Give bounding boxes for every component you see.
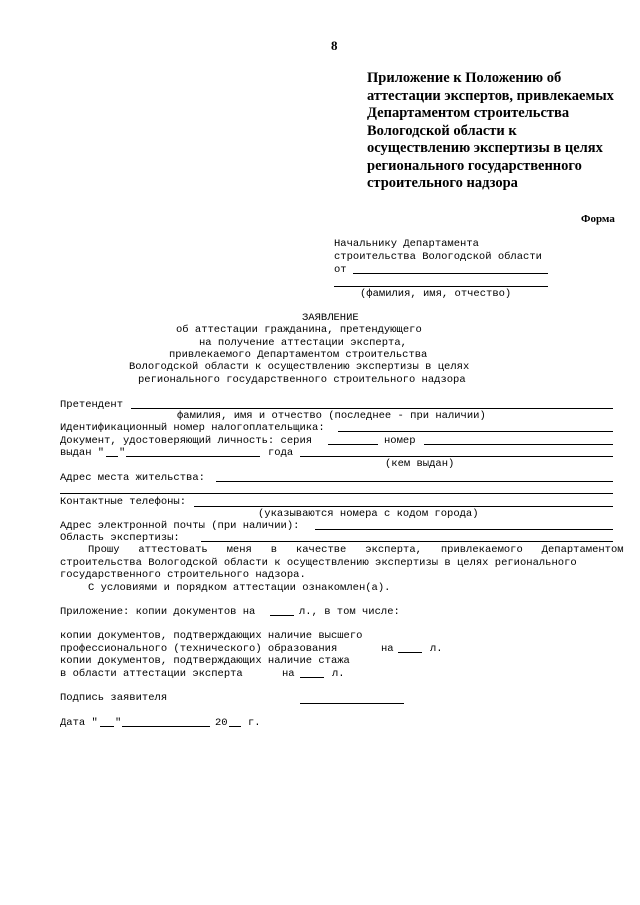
inn-label: Идентификационный номер налогоплательщика: [60, 422, 325, 434]
copies1-na: на [381, 643, 394, 655]
expertise-field[interactable] [201, 541, 613, 542]
expertise-label: Область экспертизы: [60, 532, 180, 544]
copies1-pages-field[interactable] [398, 652, 422, 653]
doc-number-label: номер [384, 435, 416, 447]
doc-series-label: Документ, удостоверяющий личность: серия [60, 435, 313, 447]
issued-label: выдан " [60, 447, 105, 459]
date-year-prefix: 20 [215, 717, 228, 729]
phones-label: Контактные телефоны: [60, 496, 187, 508]
addressee-from: от [334, 264, 347, 276]
addressee-fio-field[interactable] [334, 286, 548, 287]
doc-series-field[interactable] [328, 444, 378, 445]
appendix-line: строительного надзора [367, 175, 518, 191]
appendix-line: Департаментом строительства [367, 105, 570, 121]
appendix-line: Вологодской области к [367, 122, 517, 139]
signature-field[interactable] [300, 703, 404, 704]
email-field[interactable] [315, 529, 613, 530]
date-day-field[interactable] [100, 726, 114, 727]
statement-title-line: Вологодской области к осуществлению экспертизы в целях [129, 361, 470, 373]
copies2-l: л. [332, 668, 345, 680]
issued-quote: " [119, 447, 126, 459]
phones-field[interactable] [194, 506, 613, 507]
residence-label: Адрес места жительства: [60, 472, 205, 484]
statement-title-line: об аттестации гражданина, претендующего [176, 324, 422, 336]
addressee-line1: Начальнику Департамента [334, 238, 479, 250]
doc-number-field[interactable] [424, 444, 613, 445]
addressee-fio-hint: (фамилия, имя, отчество) [360, 288, 512, 300]
request-line: Прошу аттестовать меня в качестве эксперта, привлекаемого Департаментом [88, 544, 624, 556]
appendix-line: регионального государственного [367, 157, 582, 174]
page-number: 8 [331, 38, 338, 53]
attachment-suffix: л., в том числе: [299, 606, 400, 618]
request-line: государственного строительного надзора. [60, 569, 306, 581]
addressee-from-field[interactable] [353, 273, 548, 274]
appendix-block [367, 70, 614, 193]
request-line: строительства Вологодской области к осуществлению экспертизы в целях регионального [60, 557, 577, 569]
appendix-line: Приложение к Положению об [367, 70, 562, 86]
applicant-field[interactable] [131, 408, 613, 409]
issued-month-field[interactable] [126, 456, 260, 457]
issued-by-hint: (кем выдан) [385, 458, 455, 470]
issued-year-label: года [268, 447, 294, 459]
copies1-l: л. [430, 643, 443, 655]
applicant-hint: фамилия, имя и отчество (последнее - при наличии) [177, 410, 486, 422]
residence-field-2[interactable] [60, 493, 613, 494]
copies2-pages-field[interactable] [300, 677, 324, 678]
signature-label: Подпись заявителя [60, 692, 168, 704]
date-month-field[interactable] [122, 726, 210, 727]
acknowledged-text: С условиями и порядком аттестации ознакомлен(а). [88, 582, 391, 594]
residence-field-1[interactable] [216, 481, 613, 482]
date-quote: " [115, 717, 122, 729]
form-label: Форма [581, 213, 615, 225]
statement-title-line: на получение аттестации эксперта, [199, 337, 407, 349]
addressee-line2: строительства Вологодской области [334, 251, 542, 263]
issued-day-field[interactable] [106, 456, 118, 457]
applicant-label: Претендент [60, 399, 124, 411]
appendix-line: аттестации экспертов, привлекаемых [367, 87, 614, 104]
attachment-prefix: Приложение: копии документов на [60, 606, 256, 618]
copies1-line: копии документов, подтверждающих наличие высшего [60, 630, 363, 642]
date-g: г. [248, 717, 261, 729]
statement-title-line: регионального государственного строительного надзора [138, 374, 466, 386]
copies2-line: копии документов, подтверждающих наличие стажа [60, 655, 350, 667]
email-label: Адрес электронной почты (при наличии): [60, 520, 300, 532]
copies2-na: на [282, 668, 295, 680]
phones-hint: (указываются номера с кодом города) [258, 508, 479, 520]
appendix-line: осуществлению экспертизы в целях [367, 140, 603, 156]
inn-field[interactable] [338, 431, 613, 432]
issued-by-field[interactable] [300, 456, 613, 457]
statement-heading: ЗАЯВЛЕНИЕ [302, 312, 359, 324]
copies2-line: в области аттестации эксперта [60, 668, 243, 680]
date-label: Дата " [60, 717, 98, 729]
copies1-line: профессионального (технического) образования [60, 643, 338, 655]
attachment-pages-field[interactable] [270, 615, 294, 616]
date-year-field[interactable] [229, 726, 241, 727]
statement-title-line: привлекаемого Департаментом строительства [169, 349, 428, 361]
